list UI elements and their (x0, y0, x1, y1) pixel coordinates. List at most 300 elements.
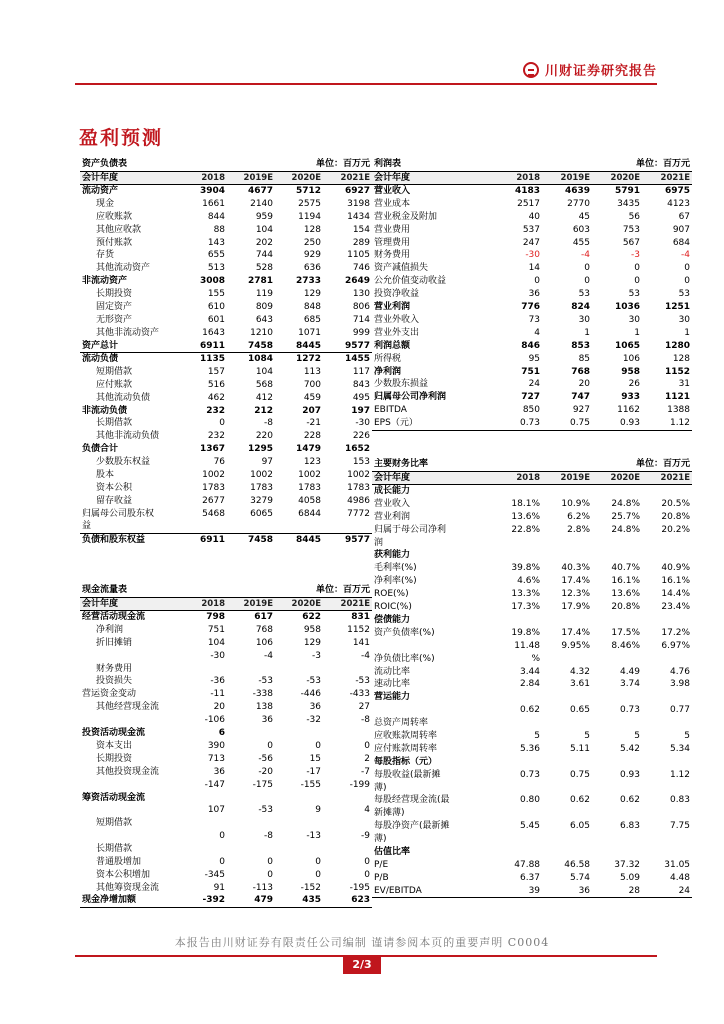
cell-2020E: 28 (592, 885, 642, 898)
cell-2021E (642, 549, 692, 562)
row-label: 筹资活动现金流 (82, 792, 146, 803)
cell-2020E: 0.93 (619, 769, 641, 780)
cell-2018: 2517 (517, 198, 541, 209)
cell-2018: 73 (528, 314, 541, 325)
cell-2020E (592, 846, 642, 859)
cell-2020E (275, 727, 323, 740)
cell-2021E: 30 (678, 314, 691, 325)
row-label: 益 (82, 521, 92, 532)
cell-2018: 40 (528, 211, 541, 222)
cell-2021E: 17.2% (661, 627, 691, 638)
cell-2019E: 202 (255, 237, 274, 248)
cell-2020E: -155 (300, 779, 322, 790)
table-row (372, 340, 692, 353)
cell-2020E: 0 (634, 276, 641, 287)
cell-2020E: 228 (303, 431, 322, 442)
row-label: 流动资产 (80, 185, 179, 198)
table-row (372, 417, 692, 430)
brand-title: 川财证券研究报告 (544, 64, 657, 79)
header-rule (75, 83, 657, 85)
table-row (80, 688, 372, 701)
table-row (80, 417, 372, 430)
cell-2018: 610 (207, 302, 226, 313)
cell-2018: 2677 (202, 495, 226, 506)
cell-2020E: 958 (303, 624, 322, 635)
row-label (80, 804, 179, 817)
table-row (372, 859, 692, 872)
cell-2021E: 16.1% (661, 576, 691, 587)
cell-2019E: 1002 (250, 470, 274, 481)
cell-2020E: 5791 (592, 185, 642, 198)
row-label (80, 830, 179, 843)
cell-2019E: 479 (227, 894, 275, 907)
cell-2019E: 17.4% (561, 627, 591, 638)
cell-2018: 462 (207, 392, 226, 403)
row-label: 净负债比率(%) (374, 653, 435, 664)
table-row (80, 727, 372, 740)
cell-2021E: 2649 (344, 276, 371, 287)
unit-label: 单位：百万元 (227, 158, 372, 171)
cell-2019E (542, 807, 592, 820)
cell-2019E: 104 (255, 224, 274, 235)
table-row (80, 778, 372, 791)
table-row (372, 365, 692, 378)
cell-2020E (592, 691, 642, 704)
cell-2019E: 138 (255, 702, 274, 713)
year-2021E: 2021E (323, 597, 372, 611)
cell-2021E: 999 (352, 327, 371, 338)
cell-2018: 20 (213, 702, 226, 713)
cell-2019E: 1 (584, 327, 591, 338)
page-title: 盈利预测 (79, 127, 164, 149)
row-label: 估值比率 (374, 846, 411, 857)
cell-2021E: 0.77 (669, 705, 691, 716)
row-label: 长期投资 (96, 753, 133, 764)
cell-2020E: 753 (622, 224, 641, 235)
cell-2018: 2.84 (519, 679, 541, 690)
table-row (80, 353, 372, 366)
cell-2019E: 0 (584, 263, 591, 274)
year-2020E: 2020E (275, 597, 323, 611)
cell-2019E: -53 (258, 676, 274, 687)
cell-2019E: 4639 (542, 185, 592, 198)
table-row (80, 392, 372, 405)
cell-2019E (227, 520, 275, 533)
cell-2021E (642, 833, 692, 846)
row-label: 现金净增加额 (80, 894, 179, 907)
table-header (372, 458, 692, 471)
row-label: 其他流动资产 (96, 263, 151, 274)
cell-2020E: 5.42 (619, 743, 641, 754)
table-row (372, 391, 692, 404)
cell-2018: 3904 (179, 185, 227, 198)
cell-2020E: 1065 (614, 340, 641, 351)
year-2021E: 2021E (642, 471, 692, 485)
table-row (80, 869, 372, 882)
cell-2021E: 20.8% (661, 511, 691, 522)
cell-2019E: 809 (255, 302, 274, 313)
cell-2021E: 289 (352, 237, 371, 248)
row-label: 投资净收益 (374, 289, 420, 300)
cell-2019E (227, 817, 275, 830)
cell-2018: 1135 (179, 353, 227, 366)
row-label: 其他非流动负债 (96, 431, 160, 442)
cell-2020E: 2575 (298, 198, 322, 209)
cell-2020E: 37.32 (614, 859, 641, 870)
cell-2018: 4183 (487, 185, 542, 198)
cell-2021E: 0 (684, 276, 691, 287)
cell-2020E: 53 (628, 289, 641, 300)
cell-2021E: -53 (355, 676, 371, 687)
cell-2020E: 0 (315, 856, 322, 867)
row-label: 普通股增加 (96, 856, 142, 867)
cell-2018: 776 (521, 302, 541, 313)
cell-2020E: 0.62 (619, 795, 641, 806)
cell-2019E (542, 614, 592, 627)
cell-2018: 850 (522, 405, 541, 416)
cell-2021E: 0.83 (669, 795, 691, 806)
table-row (372, 301, 692, 314)
table-row (80, 611, 372, 624)
table-row (372, 756, 692, 769)
cell-2019E: 2781 (247, 276, 274, 287)
cell-2021E: 714 (352, 314, 371, 325)
row-label: 少数股东权益 (96, 457, 151, 468)
year-2019E: 2019E (542, 171, 592, 185)
cell-2019E: -53 (258, 805, 274, 816)
row-label: 资本公积 (96, 482, 133, 493)
cell-2018: 76 (213, 457, 226, 468)
year-2018: 2018 (487, 471, 542, 485)
cell-2021E: -9 (361, 831, 371, 842)
cell-2019E: 212 (254, 405, 274, 416)
cell-2020E: 106 (622, 353, 641, 364)
table-row (372, 794, 692, 807)
cell-2019E: 643 (255, 314, 274, 325)
table-row (80, 740, 372, 753)
cell-2019E: 5.11 (569, 743, 591, 754)
table-row (372, 511, 692, 524)
table-row (372, 485, 692, 498)
cell-2019E: 1084 (227, 353, 275, 366)
cell-2020E: 929 (303, 250, 322, 261)
row-label: 少数股东损益 (374, 379, 429, 390)
table-row (372, 352, 692, 365)
cell-2021E (323, 817, 372, 830)
table-row (80, 753, 372, 766)
row-label: 毛利率(%) (374, 563, 417, 574)
row-label (80, 778, 179, 791)
cell-2018: 1643 (202, 327, 226, 338)
cell-2020E: 8445 (275, 534, 323, 547)
cell-2018: -147 (204, 779, 226, 790)
cell-2021E: -4 (361, 650, 371, 661)
cell-2020E: 4058 (298, 495, 322, 506)
table-row (80, 404, 372, 417)
cell-2018: -36 (210, 676, 226, 687)
table-row (372, 378, 692, 391)
cell-2021E: 746 (352, 263, 371, 274)
cell-2018: 39 (487, 885, 542, 898)
cell-2019E: 824 (571, 302, 591, 313)
cell-2021E: 24 (642, 885, 692, 898)
table-row (80, 534, 372, 547)
cell-2021E: 4123 (667, 198, 691, 209)
cell-2018: 107 (207, 805, 226, 816)
cash-flow-table (80, 584, 372, 908)
income-statement-table (372, 158, 692, 431)
row-label: 财务费用 (374, 250, 411, 261)
cell-2021E: 1002 (347, 470, 371, 481)
cell-2021E: 23.4% (661, 602, 691, 613)
row-label: 折旧摊销 (96, 637, 133, 648)
row-label: 薄) (374, 834, 387, 845)
year-2018: 2018 (487, 171, 542, 185)
page-number: 2/3 (343, 956, 381, 974)
cell-2018: 751 (521, 366, 541, 377)
cell-2018: 5 (534, 730, 541, 741)
row-label: 每股净资产(最新摊 (374, 821, 450, 832)
cell-2018: 47.88 (514, 859, 541, 870)
cell-2019E: 97 (261, 457, 274, 468)
cell-2020E: 113 (303, 366, 322, 377)
year-2019E: 2019E (542, 471, 592, 485)
row-label: 偿债能力 (374, 614, 411, 625)
cell-2019E: 0 (267, 869, 274, 880)
row-label: 存货 (96, 250, 115, 261)
cell-2018: 24 (528, 379, 541, 390)
cell-2020E (592, 614, 642, 627)
row-label: 速动比率 (374, 679, 411, 690)
row-label: 营业收入 (372, 185, 487, 198)
row-label: 归属母公司净利润 (374, 392, 447, 403)
table-row (372, 640, 692, 653)
cell-2021E: 806 (352, 302, 371, 313)
cell-2020E: -21 (306, 418, 322, 429)
cell-2020E: 958 (621, 366, 641, 377)
cell-2018: 6 (218, 728, 226, 739)
table-row (80, 288, 372, 301)
row-label: 薄) (374, 782, 387, 793)
table-row (80, 714, 372, 727)
row-label: 管理费用 (374, 237, 411, 248)
row-label: 成长能力 (372, 485, 487, 498)
cell-2021E: 1105 (347, 250, 371, 261)
cell-2018: 22.8% (511, 524, 541, 535)
cell-2020E: 4.49 (619, 666, 641, 677)
table-title: 现金流量表 (80, 584, 227, 597)
cell-2020E: 5 (634, 730, 641, 741)
year-header-row (80, 171, 372, 185)
year-header-row (372, 171, 692, 185)
row-label: 其他流动负债 (96, 392, 151, 403)
cell-2020E: 700 (303, 379, 322, 390)
cell-2021E: 9577 (323, 534, 372, 547)
cell-2020E: 24.8% (611, 498, 641, 509)
row-label: 其他应收款 (96, 224, 142, 235)
cell-2018 (487, 717, 542, 730)
cell-2021E: 20.5% (661, 498, 691, 509)
year-2021E: 2021E (323, 171, 372, 185)
unit-label: 单位：百万元 (542, 458, 692, 471)
row-label: EV/EBITDA (372, 885, 487, 898)
cell-2019E: 20 (578, 379, 591, 390)
cell-2021E (323, 843, 372, 856)
cell-2018 (487, 614, 542, 627)
table-row (372, 562, 692, 575)
table-row (372, 198, 692, 211)
cell-2018: 798 (179, 611, 227, 624)
cell-2021E (642, 807, 692, 820)
cell-2018 (179, 662, 227, 675)
cell-2018: 14 (528, 263, 541, 274)
cell-2020E: 1 (634, 327, 641, 338)
row-label: 营运能力 (374, 692, 411, 703)
cell-2021E: 40.9% (661, 563, 691, 574)
table-row (372, 833, 692, 846)
row-label: 利润总额 (374, 340, 411, 351)
cell-2021E (642, 691, 692, 704)
year-2019E: 2019E (227, 597, 275, 611)
year-2020E: 2020E (275, 171, 323, 185)
cell-2021E: -4 (681, 250, 691, 261)
cell-2021E: -195 (349, 882, 371, 893)
cell-2018: 0 (219, 418, 226, 429)
row-label: 润 (374, 537, 384, 548)
cell-2019E: -113 (252, 882, 274, 893)
row-label: 营业税金及附加 (374, 211, 438, 222)
cell-2021E: 128 (672, 353, 691, 364)
cell-2021E: 1251 (664, 302, 691, 313)
cell-2019E: 5.74 (569, 872, 591, 883)
cell-2020E (275, 843, 323, 856)
table-row (80, 650, 372, 663)
table-title: 主要财务比率 (372, 458, 542, 471)
cell-2019E: 744 (255, 250, 274, 261)
table-row (372, 768, 692, 781)
cell-2021E: 1.12 (642, 417, 692, 430)
cell-2020E: 129 (303, 289, 322, 300)
cell-2019E: 1295 (247, 444, 274, 455)
row-label: 所得税 (374, 353, 402, 364)
year-header-row (80, 597, 372, 611)
table-row (372, 288, 692, 301)
cell-2020E (275, 520, 323, 533)
cell-2019E: 36 (542, 885, 592, 898)
cell-2021E: 1652 (344, 444, 371, 455)
cell-2018: % (531, 653, 541, 664)
table-row (80, 856, 372, 869)
cell-2021E: 2 (364, 753, 371, 764)
row-label: 营业外收入 (374, 314, 420, 325)
table-row (372, 236, 692, 249)
cell-2019E: 30 (578, 314, 591, 325)
cell-2021E (323, 520, 372, 533)
cell-2020E: 15 (309, 753, 322, 764)
table-row (372, 588, 692, 601)
table-row (80, 185, 372, 198)
table-row (80, 637, 372, 650)
cell-2019E: 85 (578, 353, 591, 364)
cell-2020E: 1194 (298, 211, 322, 222)
cell-2019E (227, 791, 275, 804)
year-header-row (372, 471, 692, 485)
cell-2019E: -4 (264, 650, 274, 661)
table-title: 资产负债表 (80, 158, 227, 171)
cell-2020E: 3.74 (619, 679, 641, 690)
table-row (80, 675, 372, 688)
cell-2018: -11 (210, 689, 226, 700)
cell-2019E: -175 (252, 779, 274, 790)
table-row (372, 314, 692, 327)
row-label: 净利润 (96, 624, 124, 635)
row-label: 长期借款 (96, 844, 133, 855)
table-header (372, 158, 692, 171)
cell-2021E (642, 717, 692, 730)
table-row (372, 536, 692, 549)
row-label: 其他筹资现金流 (96, 882, 160, 893)
footer-disclaimer: 本报告由川财证券有限责任公司编制 谨请参阅本页的重要声明 C0004 (174, 936, 550, 949)
cell-2018: 13.3% (511, 589, 541, 600)
cell-2019E: 959 (255, 211, 274, 222)
cell-2019E: 0.65 (569, 705, 591, 716)
table-row (80, 662, 372, 675)
cell-2021E: 495 (352, 392, 371, 403)
table-row (372, 846, 692, 859)
cell-2019E (542, 652, 592, 665)
cell-2020E (592, 807, 642, 820)
cell-2020E: 250 (303, 237, 322, 248)
cell-2018: 17.3% (511, 602, 541, 613)
cell-2020E (592, 833, 642, 846)
cell-2021E (642, 756, 692, 769)
cell-2021E (642, 536, 692, 549)
cell-2021E: 9577 (344, 340, 371, 351)
table-row (372, 614, 692, 627)
cell-2021E: 5 (684, 730, 691, 741)
row-label: 获利能力 (374, 550, 411, 561)
cell-2018: 3.44 (519, 666, 541, 677)
cell-2019E: 0.62 (569, 795, 591, 806)
row-label: 其他非流动资产 (96, 327, 160, 338)
cell-2019E: 1210 (250, 327, 274, 338)
cell-2021E: 4 (364, 805, 371, 816)
cell-2018 (487, 536, 542, 549)
cell-2018: 0 (219, 856, 226, 867)
cell-2020E: 16.1% (611, 576, 641, 587)
table-row (80, 211, 372, 224)
row-label: 股本 (96, 470, 115, 481)
cell-2021E: 4.76 (669, 666, 691, 677)
cell-2020E (592, 717, 642, 730)
cell-2019E (542, 756, 592, 769)
row-label: ROE(%) (374, 589, 409, 600)
cell-2018: 11.48 (514, 640, 541, 651)
cell-2019E (542, 717, 592, 730)
cell-2018: 516 (207, 379, 226, 390)
table-row (372, 627, 692, 640)
cell-2020E: 1479 (295, 444, 322, 455)
cell-2021E: 226 (352, 431, 371, 442)
cell-2018: 0.62 (519, 705, 541, 716)
row-label: 无形资产 (96, 314, 133, 325)
table-row (80, 366, 372, 379)
row-label: 资本支出 (96, 740, 133, 751)
cell-2020E: 0 (315, 869, 322, 880)
table-title: 利润表 (372, 158, 542, 171)
cell-2020E: 0 (315, 740, 322, 751)
cell-2019E: 6065 (250, 508, 274, 519)
